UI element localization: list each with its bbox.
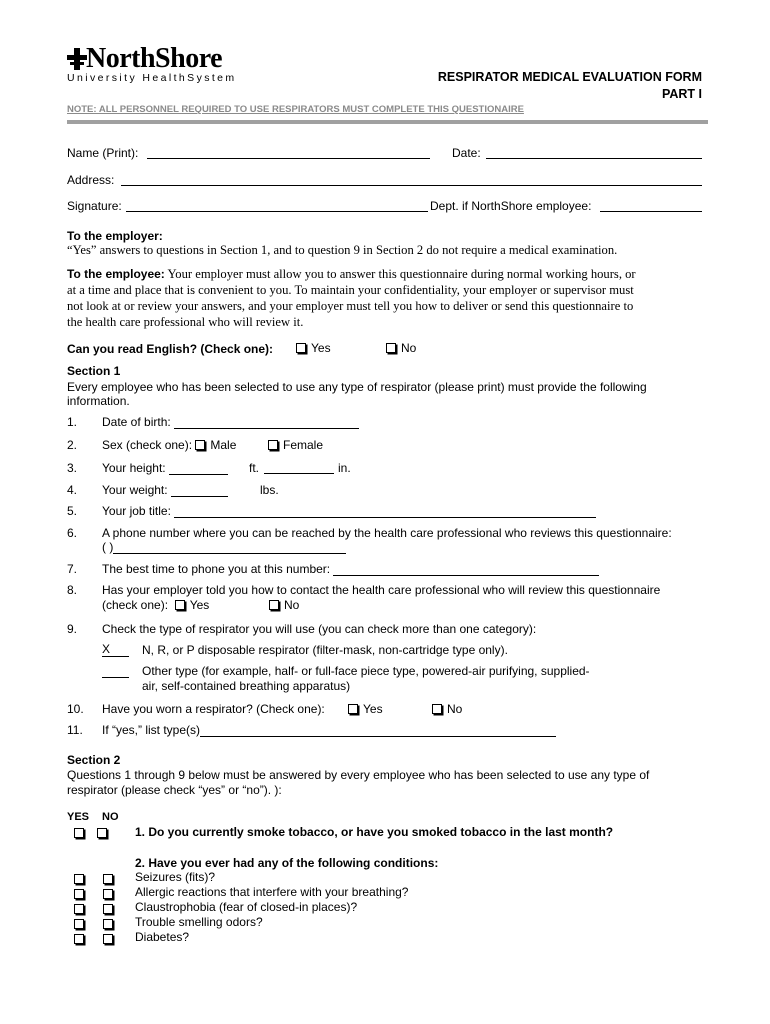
dob-input[interactable] [174, 415, 359, 429]
q10-number: 10. [67, 702, 84, 716]
q6-number: 6. [67, 526, 78, 540]
note: NOTE: ALL PERSONNEL REQUIRED TO USE RESPIRATORS MUST COMPLETE THIS QUESTIONAIRE [67, 104, 524, 115]
name-input[interactable] [147, 145, 430, 159]
q4-label [102, 483, 228, 497]
cross-icon [67, 48, 87, 70]
s2-c2-yes-checkbox[interactable] [74, 889, 84, 899]
q10-yes-label: Yes [363, 702, 383, 716]
name-label: Name (Print): [67, 146, 139, 160]
phone-input[interactable] [113, 540, 346, 554]
s2-c4-no-checkbox[interactable] [103, 919, 113, 929]
signature-label: Signature: [67, 199, 122, 213]
s2-q2-text: 2. Have you ever had any of the following conditions: [135, 856, 439, 870]
s2-c4-yes-checkbox[interactable] [74, 919, 84, 929]
q7-label [102, 562, 599, 576]
condition-item: Claustrophobia (fear of closed-in places)? [135, 900, 358, 914]
condition-item: Allergic reactions that interfere with your breathing? [135, 885, 409, 899]
s2-c1-yes-checkbox[interactable] [74, 874, 84, 884]
q8-text-2 [102, 598, 209, 612]
q10-yes-checkbox[interactable] [348, 704, 358, 714]
q8-yes-checkbox[interactable] [175, 600, 185, 610]
s2-c5-no-checkbox[interactable] [103, 934, 113, 944]
q5-text: Your job title: [102, 504, 171, 518]
q9-option1-x: X [102, 642, 111, 656]
header-rule [67, 120, 708, 124]
q9-option1-mark[interactable] [102, 642, 129, 657]
s2-c3-yes-checkbox[interactable] [74, 904, 84, 914]
logo-name: NorthShore [86, 43, 223, 74]
q7-number: 7. [67, 562, 78, 576]
q1-number: 1. [67, 415, 78, 429]
condition-item: Diabetes? [135, 930, 190, 944]
q3-label [102, 461, 228, 475]
employee-line4: the health care professional who will review it. [67, 315, 304, 329]
employer-heading: To the employer: [67, 229, 163, 243]
q8-number: 8. [67, 583, 78, 597]
q10-no-label: No [447, 702, 463, 716]
q9-option2-text-2: air, self-contained breathing apparatus) [142, 679, 351, 693]
s2-c2-no-checkbox[interactable] [103, 889, 113, 899]
date-label: Date: [452, 146, 481, 160]
q9-option2-text-1: Other type (for example, half- or full-face piece type, powered-air purifying, supplied- [142, 664, 590, 678]
q10-no-checkbox[interactable] [432, 704, 442, 714]
section1-intro-2: information. [67, 394, 130, 408]
form-part: PART I [661, 87, 702, 101]
q5-label [102, 504, 596, 518]
q11-text: If “yes,” list type(s) [102, 723, 201, 737]
s2-c1-no-checkbox[interactable] [103, 874, 113, 884]
q8-check-label: (check one): [102, 598, 169, 612]
male-checkbox[interactable] [195, 440, 205, 450]
q3-ft: ft. [249, 461, 260, 475]
job-title-input[interactable] [174, 504, 596, 518]
female-label: Female [283, 438, 324, 452]
height-in-input[interactable] [264, 460, 334, 474]
q4-lbs: lbs. [260, 483, 279, 497]
employee-line1 [67, 267, 636, 282]
section1-intro-1: Every employee who has been selected to use any type of respirator (please print) must provide the following [67, 380, 647, 394]
best-time-input[interactable] [333, 562, 599, 576]
q10-no[interactable] [432, 702, 462, 716]
q6-phone [102, 540, 346, 554]
address-input[interactable] [121, 172, 702, 186]
q4-number: 4. [67, 483, 78, 497]
q8-no-label: No [284, 598, 300, 612]
section2-intro-2: respirator (please check “yes” or “no”). ): [67, 783, 282, 797]
col-yes: YES [67, 811, 90, 823]
male-label: Male [210, 438, 237, 452]
q5-number: 5. [67, 504, 78, 518]
condition-item: Seizures (fits)? [135, 870, 216, 884]
date-input[interactable] [486, 145, 702, 159]
logo-subtitle: University HealthSystem [67, 72, 237, 84]
english-yes-label: Yes [311, 341, 331, 355]
checkbox[interactable] [296, 343, 306, 353]
q8-no-checkbox[interactable] [269, 600, 279, 610]
employee-line2: at a time and place that is convenient to you. To maintain your confidentiality, your employer or supervisor must [67, 283, 634, 297]
q11-label [102, 723, 556, 737]
employee-line3: not look at or review your answers, and your employer must tell you how to deliver or send this questionnaire to [67, 299, 634, 313]
q7-text: The best time to phone you at this number: [102, 562, 331, 576]
dept-input[interactable] [600, 198, 702, 212]
english-question: Can you read English? (Check one): [67, 342, 274, 356]
address-label: Address: [67, 173, 115, 187]
q1-label [102, 415, 359, 429]
section2-heading: Section 2 [67, 753, 121, 767]
q8-text-1: Has your employer told you how to contact the health care professional who will review this questionnaire [102, 583, 661, 597]
weight-input[interactable] [171, 483, 228, 497]
q6-paren: ( ) [102, 540, 114, 554]
col-no: NO [102, 811, 119, 823]
section1-heading: Section 1 [67, 364, 121, 378]
form-title: RESPIRATOR MEDICAL EVALUATION FORM [437, 70, 702, 84]
s2-q1-text: 1. Do you currently smoke tobacco, or have you smoked tobacco in the last month? [135, 825, 614, 839]
q3-text: Your height: [102, 461, 166, 475]
s2-q1-yes-checkbox[interactable] [74, 828, 84, 838]
s2-q1-no-checkbox[interactable] [97, 828, 107, 838]
q2-text: Sex (check one): [102, 438, 193, 452]
q10-yes[interactable] [348, 702, 383, 716]
q3-in: in. [338, 461, 351, 475]
signature-input[interactable] [126, 198, 428, 212]
employee-heading: To the employee: [67, 267, 165, 281]
english-no-label: No [401, 341, 417, 355]
s2-c3-no-checkbox[interactable] [103, 904, 113, 914]
q4-text: Your weight: [102, 483, 168, 497]
q11-number: 11. [67, 723, 83, 737]
condition-item: Trouble smelling odors? [135, 915, 263, 929]
section2-intro-1: Questions 1 through 9 below must be answered by every employee who has been selected to use any type of [67, 768, 650, 782]
checkbox[interactable] [386, 343, 396, 353]
q9-option1-text: N, R, or P disposable respirator (filter-mask, non-cartridge type only). [142, 643, 508, 657]
q10-text: Have you worn a respirator? (Check one): [102, 702, 325, 716]
height-ft-input[interactable] [169, 461, 228, 475]
q8-no[interactable] [269, 598, 299, 612]
q9-option2-mark[interactable] [102, 664, 129, 678]
q6-text: A phone number where you can be reached by the health care professional who reviews this questionnaire: [102, 526, 672, 540]
q2-number: 2. [67, 438, 78, 452]
s2-c5-yes-checkbox[interactable] [74, 934, 84, 944]
english-no[interactable] [386, 341, 416, 355]
dept-label: Dept. if NorthShore employee: [430, 199, 592, 213]
female-checkbox[interactable] [268, 440, 278, 450]
english-yes[interactable] [296, 341, 331, 355]
q2-label [102, 438, 236, 452]
respirator-types-input[interactable] [200, 723, 556, 737]
employer-text: “Yes” answers to questions in Section 1, and to question 9 in Section 2 do not require a medical examination. [67, 243, 618, 257]
q9-number: 9. [67, 622, 78, 636]
q3-number: 3. [67, 461, 78, 475]
q9-text: Check the type of respirator you will use (you can check more than one category): [102, 622, 537, 636]
q1-text: Date of birth: [102, 415, 171, 429]
employee-text-1: Your employer must allow you to answer this questionnaire during normal working hours, or [164, 267, 636, 281]
q8-yes-label: Yes [189, 598, 210, 612]
female-option[interactable] [268, 438, 323, 452]
